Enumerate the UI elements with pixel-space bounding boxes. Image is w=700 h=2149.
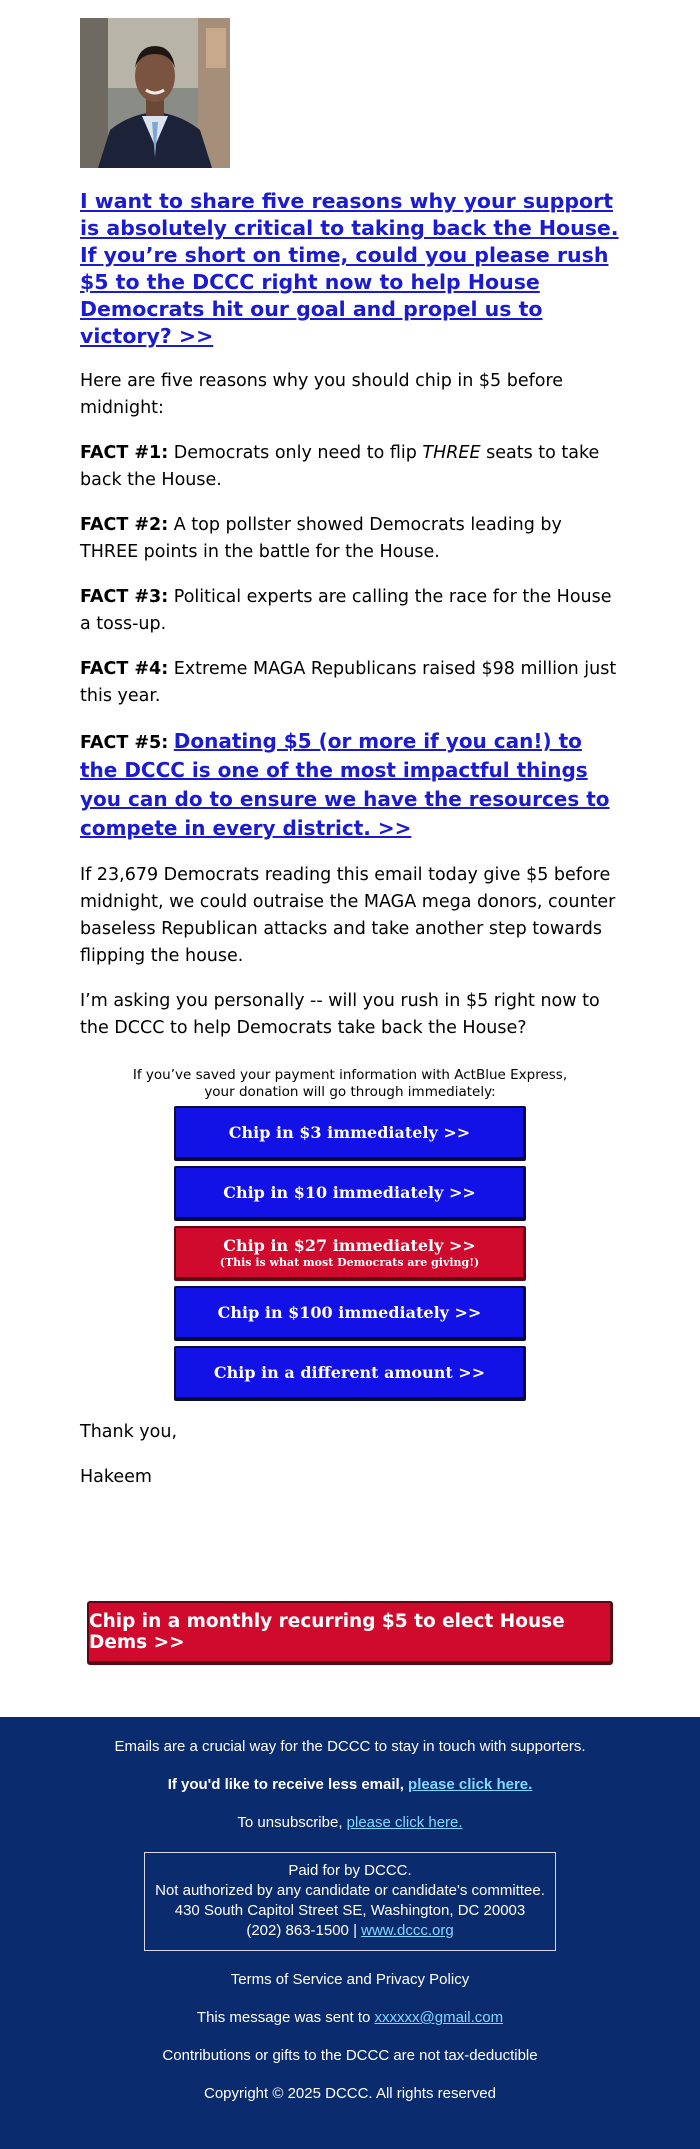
less-email-link[interactable]: please click here. bbox=[408, 1776, 533, 1793]
button-sublabel: (This is what most Democrats are giving!) bbox=[219, 1256, 480, 1269]
copyright: Copyright © 2025 DCCC. All rights reserved bbox=[203, 2085, 496, 2102]
fact-3 bbox=[80, 584, 620, 638]
contact-line bbox=[149, 1921, 551, 1941]
button-label: Chip in $100 immediately >> bbox=[217, 1303, 482, 1322]
footer-intro: Emails are a crucial way for the DCCC to stay in touch with supporters. bbox=[114, 1738, 586, 1755]
fact-1 bbox=[80, 440, 620, 494]
chip-in-3-button[interactable] bbox=[174, 1106, 526, 1161]
fact-5-donate-link[interactable]: Donating $5 (or more if you can!) to the DCCC is one of the most impactful things you can do to ensure we have the resources to compete in every district. >> bbox=[80, 729, 610, 840]
terms-link[interactable]: Terms of Service and Privacy Policy bbox=[230, 1971, 470, 1988]
thank-you: Thank you, bbox=[80, 1422, 178, 1442]
email-body bbox=[0, 18, 700, 2149]
ask-paragraph: I’m asking you personally -- will you rush in $5 right now to the DCCC to help Democrats take back the House? bbox=[80, 991, 600, 1038]
paid-line: Paid for by DCCC. bbox=[288, 1862, 412, 1879]
sent-to-row bbox=[0, 2009, 700, 2027]
paid-line: Not authorized by any candidate or candidate's committee. bbox=[155, 1882, 545, 1899]
phone-text: (202) 863-1500 | bbox=[246, 1922, 362, 1939]
signature-name: Hakeem bbox=[80, 1467, 152, 1487]
button-label: Chip in $3 immediately >> bbox=[228, 1123, 471, 1142]
chip-in-27-button[interactable] bbox=[174, 1226, 526, 1281]
note-line: your donation will go through immediately: bbox=[204, 1084, 496, 1100]
recurring-wrap bbox=[0, 1601, 700, 1665]
hakeem-photo bbox=[80, 18, 230, 168]
monthly-recurring-button[interactable]: Chip in a monthly recurring $5 to elect House Dems >> bbox=[87, 1601, 613, 1665]
fact-text: seats to take back the House. bbox=[80, 443, 600, 490]
fact-label: FACT #2: bbox=[80, 515, 169, 535]
dccc-site-link[interactable]: www.dccc.org bbox=[361, 1922, 454, 1939]
note-line: If you’ve saved your payment information with ActBlue Express, bbox=[132, 1067, 568, 1083]
lead-donate-link[interactable]: I want to share five reasons why your support is absolutely critical to taking back the House. If you’re short on time, could you please rush $5 to the DCCC right now to help House Democrats hit our goal and propel us to victory? >> bbox=[80, 189, 619, 348]
email-content bbox=[0, 18, 700, 1491]
fact-label: FACT #4: bbox=[80, 659, 169, 679]
chip-in-100-button[interactable] bbox=[174, 1286, 526, 1341]
paid-for-box bbox=[144, 1852, 556, 1951]
fact-emphasis: THREE bbox=[422, 443, 481, 463]
sent-to-text: This message was sent to bbox=[196, 2009, 375, 2026]
tax-notice: Contributions or gifts to the DCCC are not tax-deductible bbox=[162, 2047, 538, 2064]
fact-text: Democrats only need to flip bbox=[168, 443, 423, 463]
fact-text: Extreme MAGA Republicans raised $98 million just this year. bbox=[80, 659, 617, 706]
fact-label: FACT #5: bbox=[80, 733, 169, 753]
fact-label: FACT #3: bbox=[80, 587, 169, 607]
unsubscribe-text: To unsubscribe, bbox=[237, 1814, 347, 1831]
intro-paragraph: Here are five reasons why you should chip in $5 before midnight: bbox=[80, 371, 564, 418]
unsubscribe-link[interactable]: please click here. bbox=[346, 1814, 463, 1831]
unsubscribe-row bbox=[0, 1814, 700, 1832]
fact-text: A top pollster showed Democrats leading by THREE points in the battle for the House. bbox=[80, 515, 562, 562]
less-email-row bbox=[0, 1776, 700, 1794]
donate-button-stack bbox=[174, 1106, 526, 1401]
fact-2 bbox=[80, 512, 620, 566]
fact-4 bbox=[80, 656, 620, 710]
fact-text: Political experts are calling the race for the House a toss-up. bbox=[80, 587, 612, 634]
footer bbox=[0, 1717, 700, 2149]
chip-in-10-button[interactable] bbox=[174, 1166, 526, 1221]
button-label: Chip in a different amount >> bbox=[213, 1363, 486, 1382]
outraise-paragraph: If 23,679 Democrats reading this email today give $5 before midnight, we could outraise the MAGA mega donors, counter baseless Republican attacks and take another step towards flipping the house. bbox=[80, 865, 616, 966]
express-donate-note bbox=[80, 1067, 620, 1101]
button-label: Chip in $27 immediately >> bbox=[223, 1236, 476, 1255]
button-label: Chip in $10 immediately >> bbox=[223, 1183, 476, 1202]
fact-5 bbox=[80, 728, 620, 844]
address-line: 430 South Capitol Street SE, Washington, DC 20003 bbox=[174, 1902, 526, 1919]
fact-label: FACT #1: bbox=[80, 443, 169, 463]
less-email-text: If you'd like to receive less email, bbox=[167, 1776, 409, 1793]
recipient-email-link[interactable]: xxxxxx@gmail.com bbox=[374, 2009, 504, 2026]
chip-in-other-button[interactable] bbox=[174, 1346, 526, 1401]
